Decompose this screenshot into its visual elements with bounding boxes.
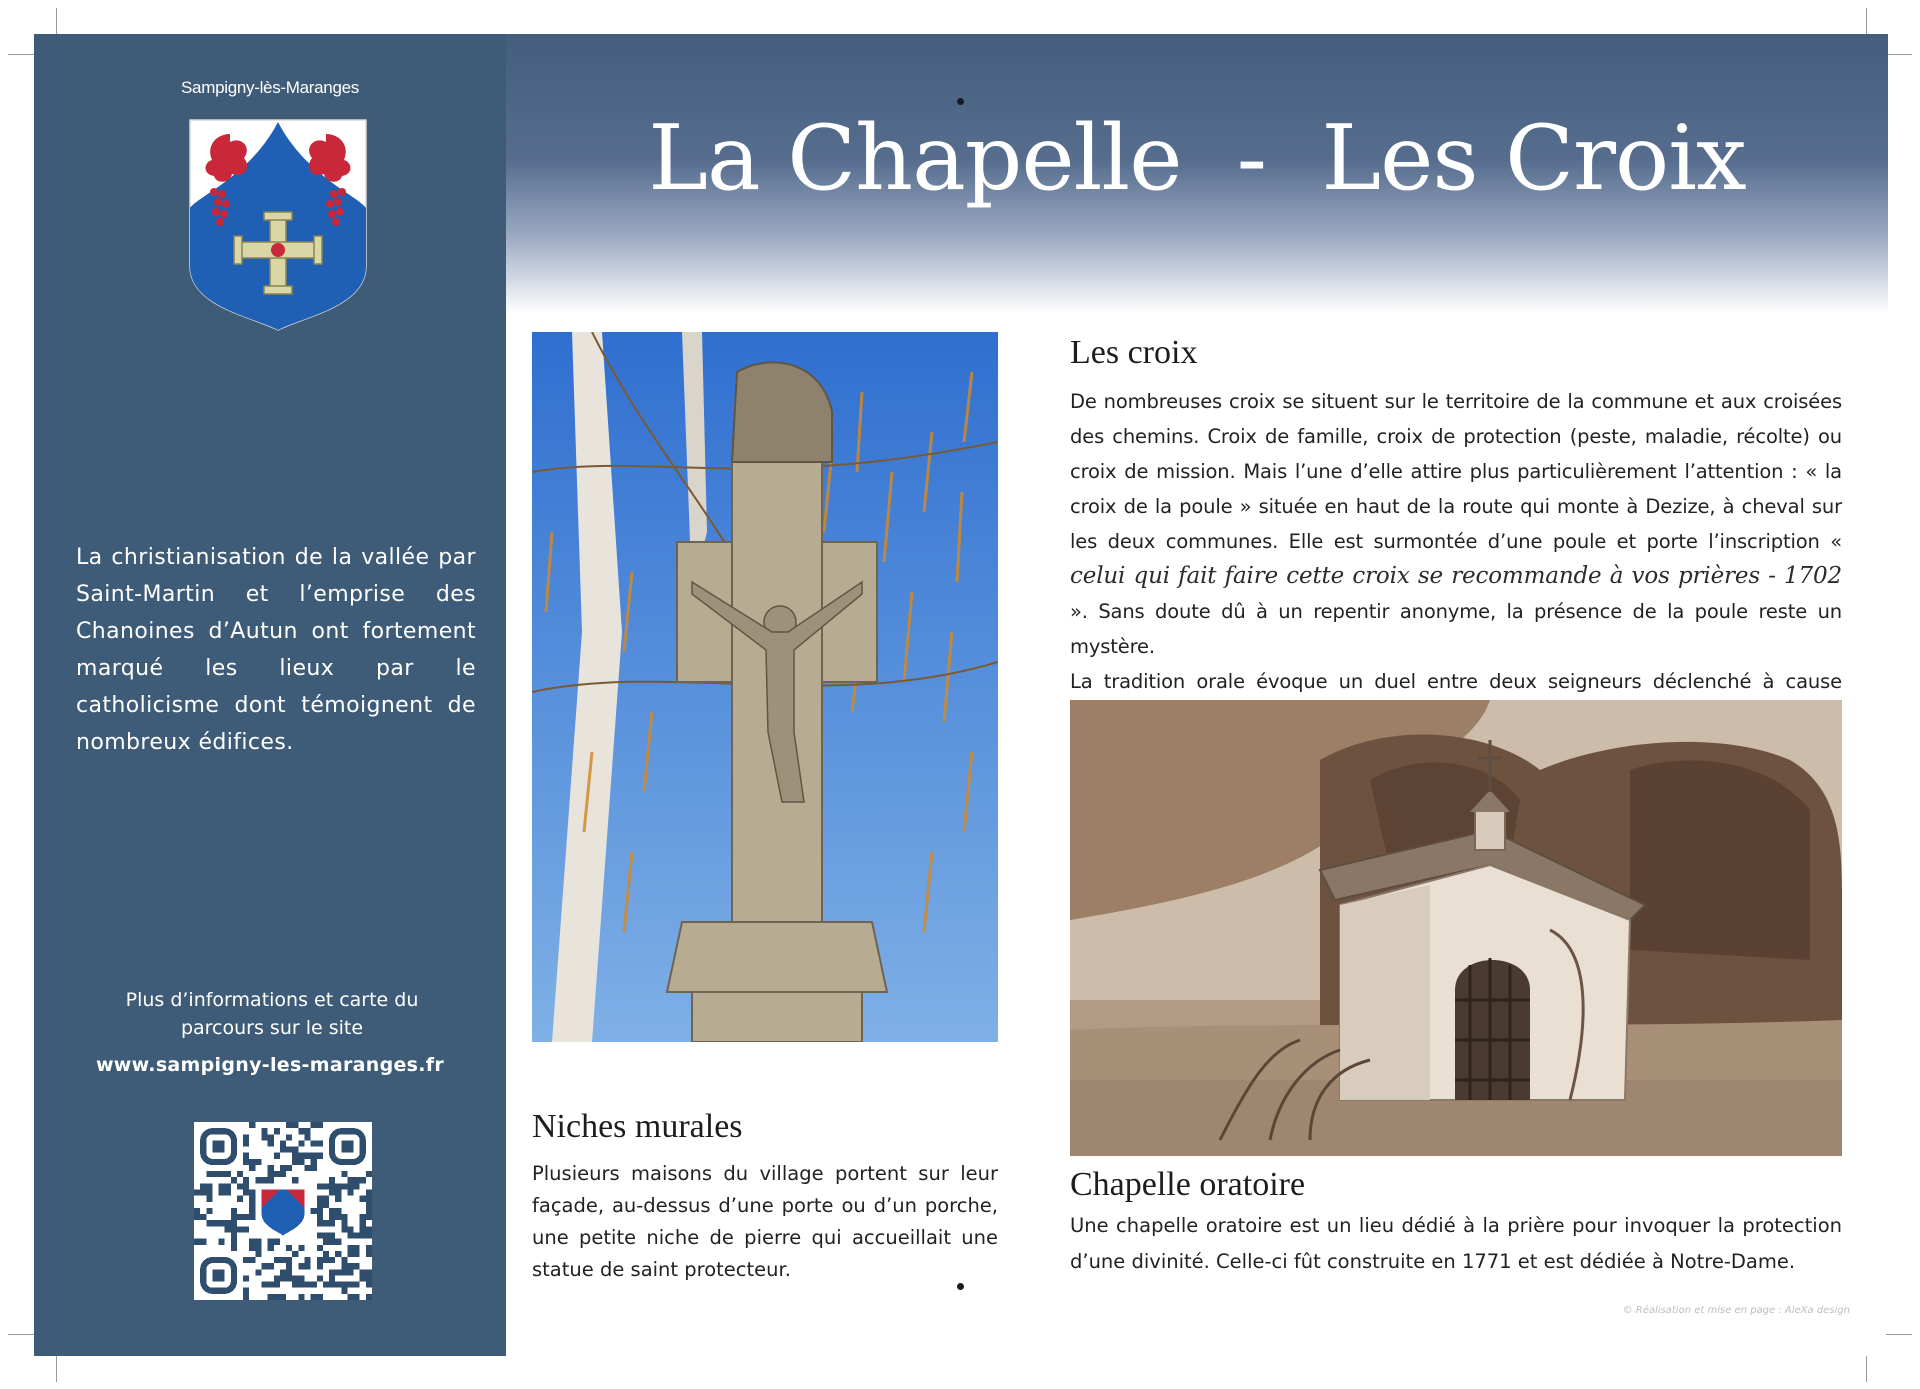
qr-module (194, 1239, 200, 1245)
qr-module (225, 1171, 231, 1177)
croix-tradition-text: La tradition orale évoque un duel entre deux seigneurs déclenché à cause (1070, 670, 1842, 693)
qr-module (286, 1134, 292, 1140)
qr-module (219, 1190, 225, 1196)
more-info-text: Plus d’informations et carte du parcours sur le site (125, 989, 419, 1039)
qr-module (317, 1208, 323, 1214)
qr-module (237, 1226, 243, 1232)
qr-module (323, 1282, 329, 1288)
qr-module (274, 1257, 280, 1263)
qr-module (286, 1275, 292, 1281)
qr-module (255, 1177, 261, 1183)
qr-module (347, 1226, 353, 1232)
qr-module (354, 1232, 360, 1238)
qr-module (212, 1171, 218, 1177)
qr-module (249, 1165, 255, 1171)
qr-module (231, 1208, 237, 1214)
qr-code-icon[interactable] (194, 1122, 372, 1300)
qr-module (360, 1269, 366, 1275)
qr-module (317, 1153, 323, 1159)
qr-module (243, 1190, 249, 1196)
qr-module (329, 1208, 335, 1214)
qr-module (317, 1275, 323, 1281)
qr-module (317, 1202, 323, 1208)
qr-module (347, 1232, 353, 1238)
qr-module (335, 1269, 341, 1275)
qr-module (200, 1214, 206, 1220)
qr-module (317, 1294, 323, 1300)
qr-module (347, 1269, 353, 1275)
qr-module (366, 1269, 372, 1275)
qr-module (317, 1122, 323, 1128)
qr-module (304, 1134, 310, 1140)
qr-module (219, 1239, 225, 1245)
qr-module (347, 1183, 353, 1189)
qr-module (194, 1208, 200, 1214)
qr-module (194, 1214, 200, 1220)
qr-module (280, 1275, 286, 1281)
qr-module (286, 1245, 292, 1251)
qr-module (323, 1232, 329, 1238)
qr-module (311, 1282, 317, 1288)
qr-module (360, 1275, 366, 1281)
qr-module (280, 1257, 286, 1263)
qr-module (268, 1282, 274, 1288)
qr-module (249, 1239, 255, 1245)
qr-module (249, 1214, 255, 1220)
qr-module (243, 1214, 249, 1220)
qr-module (347, 1190, 353, 1196)
qr-module (243, 1257, 249, 1263)
qr-module (329, 1282, 335, 1288)
qr-module (360, 1220, 366, 1226)
qr-module (304, 1263, 310, 1269)
qr-module (206, 1196, 212, 1202)
qr-module (298, 1153, 304, 1159)
crop-mark (1886, 1334, 1912, 1335)
qr-module (206, 1220, 212, 1226)
qr-module (200, 1183, 206, 1189)
qr-module (274, 1282, 280, 1288)
coat-of-arms-icon (186, 116, 370, 332)
qr-module (323, 1183, 329, 1189)
qr-module (304, 1282, 310, 1288)
qr-module (341, 1171, 347, 1177)
qr-module (231, 1245, 237, 1251)
qr-module (311, 1294, 317, 1300)
qr-module (268, 1294, 274, 1300)
qr-module (323, 1251, 329, 1257)
qr-module (366, 1171, 372, 1177)
qr-module (317, 1220, 323, 1226)
qr-module (268, 1239, 274, 1245)
qr-module (231, 1214, 237, 1220)
qr-module (341, 1269, 347, 1275)
qr-module (274, 1153, 280, 1159)
qr-module (255, 1269, 261, 1275)
qr-module (329, 1190, 335, 1196)
qr-module (268, 1263, 274, 1269)
qr-module (335, 1190, 341, 1196)
qr-module (329, 1177, 335, 1183)
qr-module (243, 1183, 249, 1189)
qr-module (317, 1214, 323, 1220)
qr-module (262, 1282, 268, 1288)
qr-module (347, 1282, 353, 1288)
qr-module (243, 1294, 249, 1300)
croix-inscription: celui qui fait faire cette croix se recommande à vos prières - 1702 (1070, 563, 1842, 589)
qr-module (298, 1159, 304, 1165)
qr-module (335, 1282, 341, 1288)
qr-module (298, 1275, 304, 1281)
qr-module (335, 1239, 341, 1245)
qr-module (292, 1159, 298, 1165)
qr-module (249, 1159, 255, 1165)
design-credit: © Réalisation et mise en page : AleXa design (1622, 1305, 1850, 1316)
qr-module (354, 1294, 360, 1300)
qr-module (280, 1269, 286, 1275)
qr-module (354, 1263, 360, 1269)
qr-module (335, 1251, 341, 1257)
qr-module (243, 1153, 249, 1159)
qr-module (212, 1220, 218, 1226)
qr-module (329, 1257, 335, 1263)
crop-mark (56, 8, 57, 34)
qr-module (249, 1122, 255, 1128)
qr-module (225, 1190, 231, 1196)
qr-module (255, 1245, 261, 1251)
qr-module (341, 1257, 347, 1263)
qr-module (341, 1288, 347, 1294)
qr-module (206, 1190, 212, 1196)
qr-module (255, 1239, 261, 1245)
qr-module (311, 1165, 317, 1171)
qr-module (329, 1183, 335, 1189)
qr-module (280, 1171, 286, 1177)
qr-module (323, 1202, 329, 1208)
chapel-photo (1070, 700, 1842, 1156)
qr-module (237, 1196, 243, 1202)
qr-module (286, 1269, 292, 1275)
qr-module (286, 1165, 292, 1171)
qr-module (286, 1257, 292, 1263)
qr-module (347, 1245, 353, 1251)
qr-module (311, 1122, 317, 1128)
qr-module (237, 1183, 243, 1189)
qr-module (304, 1128, 310, 1134)
qr-module (206, 1208, 212, 1214)
niches-text: Plusieurs maisons du village portent sur leur façade, au-dessus d’une porte ou d’un porche, une petite niche de pierre qui accueillait une statue de saint protecteur. (532, 1162, 998, 1281)
qr-module (274, 1275, 280, 1281)
qr-module (219, 1183, 225, 1189)
qr-module (304, 1165, 310, 1171)
qr-module (231, 1226, 237, 1232)
qr-module (341, 1226, 347, 1232)
qr-module (366, 1275, 372, 1281)
qr-module (286, 1122, 292, 1128)
qr-module (354, 1251, 360, 1257)
qr-module (366, 1214, 372, 1220)
crop-mark (1866, 1356, 1867, 1382)
qr-module (354, 1177, 360, 1183)
qr-module (366, 1190, 372, 1196)
qr-module (225, 1226, 231, 1232)
qr-module (341, 1214, 347, 1220)
qr-module (243, 1140, 249, 1146)
croix-text (1070, 384, 1842, 734)
qr-module (341, 1282, 347, 1288)
qr-module (292, 1251, 298, 1257)
qr-module (360, 1232, 366, 1238)
qr-module (335, 1183, 341, 1189)
qr-module (311, 1208, 317, 1214)
qr-module (280, 1165, 286, 1171)
qr-module (219, 1171, 225, 1177)
croix-heading: Les croix (1070, 334, 1198, 371)
qr-module (249, 1190, 255, 1196)
qr-module (317, 1140, 323, 1146)
qr-module (268, 1245, 274, 1251)
qr-module (360, 1226, 366, 1232)
intro-text: La christianisation de la vallée par Saint-Martin et l’emprise des Chanoines d’Autun ont fortement marqué les lieux par le catholicisme dont témoignent de nombreux édifices. (76, 545, 476, 755)
qr-module (335, 1214, 341, 1220)
qr-module (231, 1232, 237, 1238)
qr-module (341, 1220, 347, 1226)
qr-module (304, 1257, 310, 1263)
qr-module (243, 1275, 249, 1281)
qr-module (311, 1159, 317, 1165)
qr-module (292, 1282, 298, 1288)
qr-module (366, 1232, 372, 1238)
qr-module (354, 1183, 360, 1189)
qr-module (323, 1239, 329, 1245)
qr-module (341, 1183, 347, 1189)
qr-module (231, 1239, 237, 1245)
qr-module (298, 1128, 304, 1134)
decorative-dot (957, 98, 964, 105)
qr-module (262, 1177, 268, 1183)
qr-module (317, 1263, 323, 1269)
qr-module (206, 1171, 212, 1177)
qr-module (237, 1171, 243, 1177)
qr-module (360, 1177, 366, 1183)
chapelle-heading: Chapelle oratoire (1070, 1166, 1306, 1203)
qr-module (231, 1220, 237, 1226)
qr-module (243, 1226, 249, 1232)
qr-module (274, 1171, 280, 1177)
qr-module (280, 1294, 286, 1300)
qr-module (231, 1177, 237, 1183)
qr-module (280, 1147, 286, 1153)
qr-module (249, 1257, 255, 1263)
qr-module (249, 1245, 255, 1251)
website-link[interactable]: www.sampigny-les-maranges.fr (95, 1054, 445, 1076)
decorative-dot (957, 1283, 964, 1290)
qr-module (292, 1147, 298, 1153)
qr-module (360, 1214, 366, 1220)
qr-module (268, 1134, 274, 1140)
qr-module (286, 1147, 292, 1153)
chapelle-text: Une chapelle oratoire est un lieu dédié à la prière pour invoquer la protection d’une divinité. Celle-ci fût construite en 1771 et est dédiée à Notre-Dame. (1070, 1214, 1842, 1273)
crop-mark (8, 54, 34, 55)
qr-module (274, 1294, 280, 1300)
qr-module (311, 1153, 317, 1159)
qr-module (335, 1208, 341, 1214)
qr-module (335, 1196, 341, 1202)
qr-module (292, 1122, 298, 1128)
qr-module (298, 1140, 304, 1146)
croix-text-after: ». Sans doute dû à un repentir anonyme, la présence de la poule reste un mystère. (1070, 600, 1842, 658)
crop-mark (1886, 54, 1912, 55)
crop-mark (56, 1356, 57, 1382)
qr-module (268, 1140, 274, 1146)
qr-module (206, 1183, 212, 1189)
qr-module (292, 1177, 298, 1183)
qr-module (268, 1171, 274, 1177)
qr-module (194, 1190, 200, 1196)
qr-module (219, 1220, 225, 1226)
cross-photo (532, 332, 998, 1042)
qr-module (329, 1269, 335, 1275)
qr-module (255, 1251, 261, 1257)
qr-module (366, 1226, 372, 1232)
qr-module (329, 1232, 335, 1238)
qr-module (329, 1239, 335, 1245)
qr-module (329, 1214, 335, 1220)
qr-module (292, 1275, 298, 1281)
qr-module (262, 1263, 268, 1269)
qr-module (268, 1177, 274, 1183)
qr-module (323, 1196, 329, 1202)
qr-module (304, 1153, 310, 1159)
qr-module (249, 1202, 255, 1208)
qr-module (225, 1183, 231, 1189)
crop-mark (1866, 8, 1867, 34)
qr-module (317, 1196, 323, 1202)
qr-module (243, 1288, 249, 1294)
qr-module (298, 1263, 304, 1269)
qr-module (366, 1202, 372, 1208)
qr-module (249, 1208, 255, 1214)
niches-heading: Niches murales (532, 1108, 743, 1145)
qr-module (347, 1251, 353, 1257)
qr-module (317, 1257, 323, 1263)
qr-module (354, 1282, 360, 1288)
qr-module (255, 1159, 261, 1165)
qr-module (268, 1165, 274, 1171)
qr-module (347, 1263, 353, 1269)
qr-module (317, 1183, 323, 1189)
qr-module (243, 1159, 249, 1165)
qr-module (280, 1140, 286, 1146)
qr-module (292, 1153, 298, 1159)
qr-module (249, 1196, 255, 1202)
qr-module (298, 1282, 304, 1288)
qr-module (347, 1294, 353, 1300)
crop-mark (8, 1334, 34, 1335)
qr-module (200, 1190, 206, 1196)
qr-module (323, 1220, 329, 1226)
qr-module (274, 1239, 280, 1245)
sidebar (34, 34, 506, 1356)
qr-module (366, 1208, 372, 1214)
croix-text-before: De nombreuses croix se situent sur le territoire de la commune et aux croisées des chemins. Croix de famille, croix de protection (peste, maladie, récolte) ou croix de mission. Mais l’une d’elle attire plus particulièrement l’attention : « la croix de la poule » située en haut de la route qui monte à Dezize, à cheval sur les deux communes. Elle est surmontée d’une poule et porte l’inscription « (1070, 390, 1842, 553)
qr-module (366, 1251, 372, 1257)
qr-module (311, 1140, 317, 1146)
qr-module (298, 1294, 304, 1300)
qr-module (262, 1128, 268, 1134)
qr-module (329, 1220, 335, 1226)
qr-module (225, 1220, 231, 1226)
qr-module (274, 1128, 280, 1134)
qr-module (347, 1177, 353, 1183)
qr-module (243, 1134, 249, 1140)
header-banner (506, 34, 1888, 314)
qr-module (237, 1214, 243, 1220)
qr-module (286, 1263, 292, 1269)
qr-module (243, 1177, 249, 1183)
page-title: La Chapelle - Les Croix (648, 106, 1746, 211)
qr-module (200, 1239, 206, 1245)
qr-module (317, 1232, 323, 1238)
qr-module (354, 1245, 360, 1251)
qr-module (366, 1245, 372, 1251)
qr-module (366, 1282, 372, 1288)
qr-module (323, 1257, 329, 1263)
qr-module (366, 1294, 372, 1300)
qr-module (329, 1275, 335, 1281)
qr-module (341, 1263, 347, 1269)
qr-module (262, 1134, 268, 1140)
qr-module (366, 1196, 372, 1202)
qr-module (317, 1245, 323, 1251)
qr-module (298, 1245, 304, 1251)
qr-module (360, 1196, 366, 1202)
commune-name: Sampigny-lès-Maranges (181, 78, 359, 97)
